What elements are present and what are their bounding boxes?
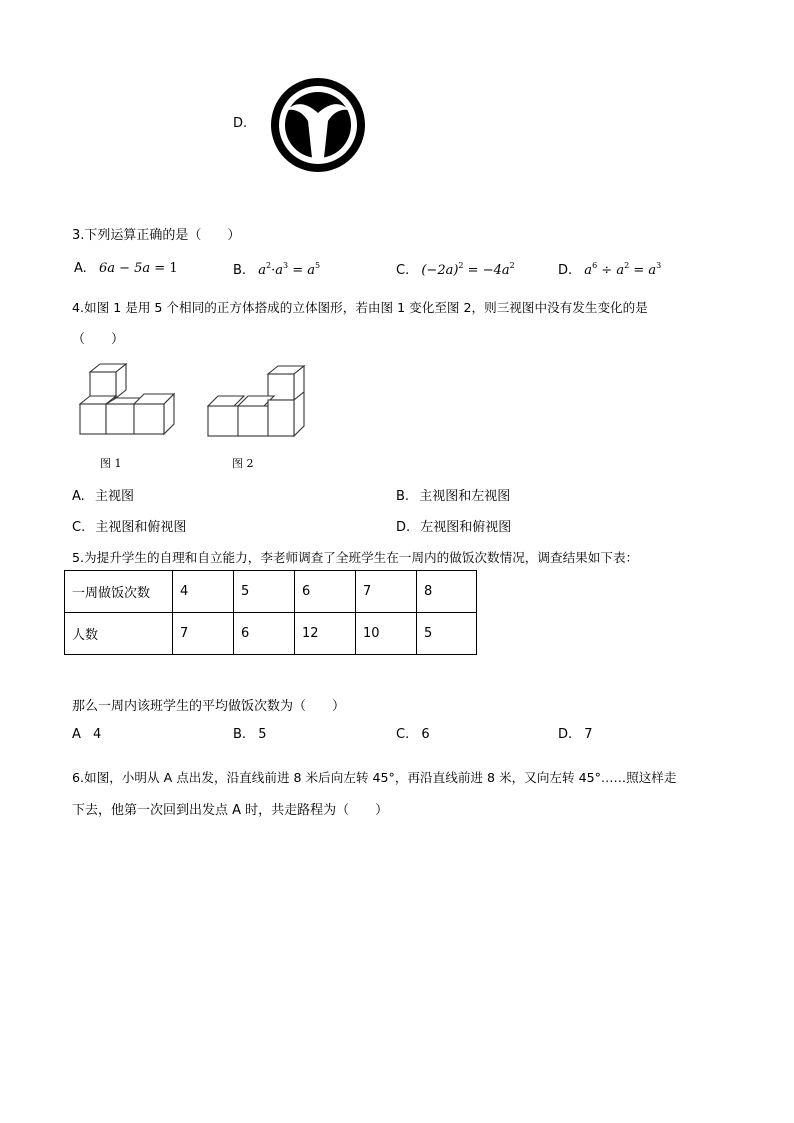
q5-option-a-text: 4 (93, 727, 102, 742)
q6-stem-line1: 6.如图，小明从 A 点出发，沿直线前进 8 米后向左转 45°，再沿直线前进 8 米，又向左转 45°……照这样走 (72, 770, 677, 785)
q5-option-c[interactable] (396, 727, 430, 742)
q3-option-b-term2: $a^3$ (275, 261, 289, 278)
table-cell: 人数 (65, 613, 173, 655)
q5-data-table (64, 570, 477, 655)
q4-option-c-text: 主视图和俯视图 (95, 520, 187, 535)
q4-figure-1-caption: 图 1 (100, 457, 122, 470)
q5-option-b-text: 5 (258, 727, 267, 742)
q4-stem-line2: （ ） (72, 332, 125, 347)
q4-option-a-label: A. (72, 489, 85, 504)
q4-option-b[interactable] (396, 485, 510, 504)
q4-option-c-label: C. (72, 520, 86, 535)
table-cell: 7 (356, 571, 417, 613)
q5-option-c-text: 6 (421, 727, 430, 742)
q3-option-b-result: $a^5$ (307, 261, 321, 278)
q4-option-b-text: 主视图和左视图 (419, 489, 511, 504)
q4-option-b-label: B. (396, 489, 410, 504)
q5-option-a-label: A (72, 727, 81, 742)
table-cell: 一周做饭次数 (65, 571, 173, 613)
q5-option-a[interactable] (72, 727, 101, 742)
q4-figure-2-cubes (204, 364, 308, 440)
q5-option-b[interactable] (233, 727, 266, 742)
q3-option-d[interactable]: D. $a^6 \div a^2 = a^3$ (558, 261, 662, 278)
q3-option-d-result: $a^3$ (648, 261, 662, 278)
q4-option-d-label: D. (396, 520, 411, 535)
table-cell: 5 (234, 571, 295, 613)
table-cell: 10 (356, 613, 417, 655)
q3-option-d-label: D. (558, 263, 573, 278)
q5-stem: 5.为提升学生的自理和自立能力，李老师调查了全班学生在一周内的做饭次数情况，调查结果如下表： (72, 550, 639, 565)
table-row (65, 571, 477, 613)
q2-option-d-logo (270, 77, 366, 173)
q3-option-b[interactable]: B. $a^2\cdot a^3 = a^5$ (233, 261, 321, 278)
q5-option-b-label: B. (233, 727, 247, 742)
q4-option-c[interactable] (72, 516, 186, 535)
q3-option-c-lhs: $(-2a)^2$ (421, 261, 464, 278)
q3-option-d-term2: $a^2$ (616, 261, 630, 278)
q2-option-d-label: D. (233, 116, 248, 131)
q4-option-d[interactable] (396, 516, 511, 535)
q6-stem-line2: 下去，他第一次回到出发点 A 时，共走路程为（ ） (72, 803, 389, 818)
table-cell: 8 (417, 571, 477, 613)
q3-option-c-rhs: $-4a^2$ (482, 261, 515, 278)
q3-stem: 3.下列运算正确的是（ ） (72, 228, 241, 243)
q3-option-c-label: C. (396, 263, 410, 278)
table-cell: 7 (173, 613, 234, 655)
q5-option-c-label: C. (396, 727, 410, 742)
table-cell: 4 (173, 571, 234, 613)
q3-option-c[interactable]: C. $(-2a)^2 = -4a^2$ (396, 261, 515, 278)
q4-option-d-text: 左视图和俯视图 (420, 520, 512, 535)
table-cell: 6 (234, 613, 295, 655)
q4-stem-line1: 4.如图 1 是用 5 个相同的正方体搭成的立体图形，若由图 1 变化至图 2，则三视图中没有发生变化的是 (72, 300, 648, 315)
q4-figure-2-caption: 图 2 (232, 457, 254, 470)
q4-option-a-text: 主视图 (94, 489, 134, 504)
q3-option-b-term1: $a^2$ (258, 261, 272, 278)
table-row (65, 613, 477, 655)
q5-question: 那么一周内该班学生的平均做饭次数为（ ） (72, 699, 346, 714)
q3-option-d-term1: $a^6$ (584, 261, 598, 278)
q3-option-a-lhs: 6a − 5a (98, 261, 151, 276)
table-cell: 5 (417, 613, 477, 655)
q5-option-d-text: 7 (584, 727, 593, 742)
q4-figure-1-cubes (76, 362, 180, 438)
table-cell: 6 (295, 571, 356, 613)
q5-option-d-label: D. (558, 727, 573, 742)
table-cell: 12 (295, 613, 356, 655)
q3-option-b-label: B. (233, 263, 247, 278)
q3-option-a[interactable]: A. 6a − 5a = 1 (74, 261, 178, 276)
q3-option-a-rhs: 1 (169, 261, 178, 276)
q4-option-a[interactable] (72, 485, 134, 504)
q3-option-a-label: A. (74, 261, 87, 276)
q5-option-d[interactable] (558, 727, 593, 742)
